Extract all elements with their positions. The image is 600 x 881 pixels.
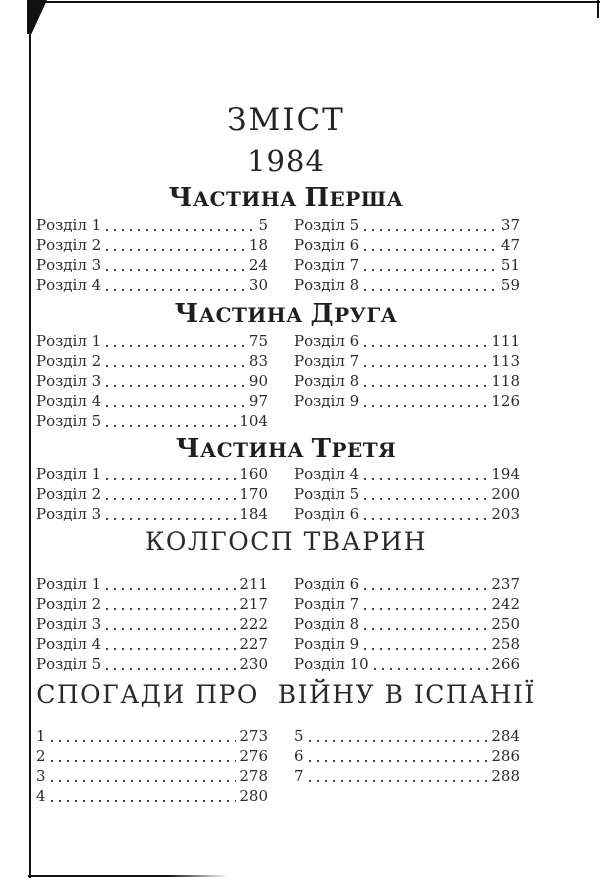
toc-entry-label: 7 xyxy=(294,767,304,785)
toc-column-left xyxy=(36,726,268,806)
toc-column-right xyxy=(294,464,520,524)
toc-entry-page: 237 xyxy=(491,575,520,593)
toc-section xyxy=(36,183,536,295)
toc-entry xyxy=(36,275,268,295)
dot-leader xyxy=(309,746,489,766)
dot-leader xyxy=(106,411,236,431)
toc-entry xyxy=(36,215,268,235)
toc-entry-page: 222 xyxy=(239,615,268,633)
toc-entry-label: Розділ 6 xyxy=(294,575,360,593)
toc-entry-page: 227 xyxy=(239,635,268,653)
toc-entry-page: 276 xyxy=(239,747,268,765)
dot-leader xyxy=(364,371,488,391)
toc-entry-page: 90 xyxy=(248,372,268,390)
dot-leader xyxy=(106,464,236,484)
dot-leader xyxy=(106,351,246,371)
toc-entry-page: 160 xyxy=(239,465,268,483)
toc-column-right xyxy=(294,215,520,295)
toc-entry-label: Розділ 3 xyxy=(36,256,102,274)
scan-artifact-top-edge xyxy=(28,1,600,3)
dot-leader xyxy=(364,574,488,594)
toc-entry-page: 126 xyxy=(491,392,520,410)
toc-entry xyxy=(36,504,268,524)
toc-entry-page: 230 xyxy=(239,655,268,673)
toc-entry-page: 286 xyxy=(491,747,520,765)
toc-section xyxy=(36,299,536,431)
dot-leader xyxy=(364,275,498,295)
toc-entry xyxy=(36,654,268,674)
dot-leader xyxy=(364,594,488,614)
section-heading: ЧАСТИНА ПЕРША xyxy=(168,183,404,213)
dot-leader xyxy=(364,484,488,504)
scan-artifact-right-edge xyxy=(597,0,599,18)
toc-entry-page: 104 xyxy=(239,412,268,430)
toc-entry-label: 1 xyxy=(36,727,46,745)
section-heading: КОЛГОСП ТВАРИН xyxy=(144,527,428,556)
dot-leader xyxy=(364,391,488,411)
toc-entry-page: 211 xyxy=(239,575,268,593)
toc-column-left xyxy=(36,464,268,524)
toc-entry-page: 24 xyxy=(248,256,268,274)
toc-entry-page: 47 xyxy=(500,236,520,254)
toc-entry xyxy=(36,746,268,766)
dot-leader xyxy=(309,766,489,786)
toc-entry-label: Розділ 6 xyxy=(294,236,360,254)
toc-entry-label: Розділ 10 xyxy=(294,655,369,673)
toc-entry xyxy=(36,351,268,371)
table-of-contents xyxy=(36,183,536,806)
toc-entry-page: 194 xyxy=(491,465,520,483)
toc-entry-label: Розділ 2 xyxy=(36,485,102,503)
dot-leader xyxy=(106,634,236,654)
dot-leader xyxy=(106,484,236,504)
toc-entry xyxy=(294,504,520,524)
toc-entry-page: 51 xyxy=(500,256,520,274)
toc-column-right xyxy=(294,726,520,806)
dot-leader xyxy=(364,504,488,524)
dot-leader xyxy=(364,331,488,351)
toc-entry-label: Розділ 4 xyxy=(294,465,360,483)
dot-leader xyxy=(106,331,246,351)
toc-entry-label: Розділ 7 xyxy=(294,256,360,274)
toc-entry-label: 6 xyxy=(294,747,304,765)
toc-entry-label: 2 xyxy=(36,747,46,765)
toc-entry-page: 200 xyxy=(491,485,520,503)
toc-entry xyxy=(36,766,268,786)
toc-entry-label: Розділ 8 xyxy=(294,615,360,633)
toc-entry-page: 75 xyxy=(248,332,268,350)
toc-entry-label: Розділ 7 xyxy=(294,352,360,370)
toc-section xyxy=(36,528,536,674)
toc-column-left xyxy=(36,331,268,431)
dot-leader xyxy=(51,746,237,766)
toc-entry-page: 273 xyxy=(239,727,268,745)
toc-columns xyxy=(36,464,536,524)
dot-leader xyxy=(106,654,236,674)
toc-entry xyxy=(294,614,520,634)
toc-entry xyxy=(294,464,520,484)
toc-entry-page: 288 xyxy=(491,767,520,785)
toc-entry-page: 203 xyxy=(491,505,520,523)
dot-leader xyxy=(51,766,237,786)
toc-entry-label: 5 xyxy=(294,727,304,745)
toc-entry-label: Розділ 4 xyxy=(36,635,102,653)
dot-leader xyxy=(106,391,246,411)
dot-leader xyxy=(364,464,488,484)
toc-entry-page: 83 xyxy=(248,352,268,370)
toc-entry xyxy=(36,726,268,746)
toc-entry-label: Розділ 4 xyxy=(36,392,102,410)
toc-entry xyxy=(36,614,268,634)
toc-entry-page: 266 xyxy=(491,655,520,673)
toc-entry-label: Розділ 3 xyxy=(36,372,102,390)
dot-leader xyxy=(106,614,236,634)
toc-entry-page: 170 xyxy=(239,485,268,503)
toc-entry-page: 37 xyxy=(500,216,520,234)
toc-entry-label: Розділ 2 xyxy=(36,595,102,613)
toc-entry xyxy=(294,634,520,654)
toc-entry-label: Розділ 5 xyxy=(36,655,102,673)
toc-entry-page: 217 xyxy=(239,595,268,613)
page-title: ЗМІСТ xyxy=(227,102,345,138)
section-heading: ЧАСТИНА ТРЕТЯ xyxy=(175,434,397,464)
toc-entry-page: 258 xyxy=(491,635,520,653)
dot-leader xyxy=(309,726,489,746)
toc-columns xyxy=(36,574,536,674)
toc-entry xyxy=(36,391,268,411)
toc-entry-label: Розділ 4 xyxy=(36,276,102,294)
toc-entry xyxy=(36,331,268,351)
toc-entry-label: Розділ 8 xyxy=(294,276,360,294)
scan-artifact-bottom-edge xyxy=(28,875,228,877)
toc-entry-page: 18 xyxy=(248,236,268,254)
toc-entry-page: 113 xyxy=(491,352,520,370)
toc-entry-label: Розділ 8 xyxy=(294,372,360,390)
toc-entry xyxy=(294,574,520,594)
toc-entry-page: 184 xyxy=(239,505,268,523)
toc-content xyxy=(36,103,536,806)
toc-entry xyxy=(36,371,268,391)
toc-entry-label: Розділ 5 xyxy=(294,216,360,234)
toc-column-right xyxy=(294,331,520,431)
toc-entry xyxy=(294,331,520,351)
toc-column-right xyxy=(294,574,520,674)
toc-entry-label: Розділ 1 xyxy=(36,465,102,483)
book-title-1984: 1984 xyxy=(247,144,325,178)
dot-leader xyxy=(364,255,498,275)
toc-entry xyxy=(294,391,520,411)
toc-entry-label: Розділ 7 xyxy=(294,595,360,613)
toc-entry xyxy=(294,594,520,614)
toc-entry-label: Розділ 9 xyxy=(294,635,360,653)
toc-entry-label: Розділ 1 xyxy=(36,332,102,350)
toc-entry-page: 111 xyxy=(491,332,520,350)
toc-entry-page: 242 xyxy=(491,595,520,613)
section-heading: СПОГАДИ ПРО ВІЙНУ В ІСПАНІЇ xyxy=(36,680,536,709)
toc-entry-page: 278 xyxy=(239,767,268,785)
toc-entry-page: 97 xyxy=(248,392,268,410)
dot-leader xyxy=(106,275,246,295)
dot-leader xyxy=(364,614,488,634)
toc-entry-page: 280 xyxy=(239,787,268,805)
toc-entry xyxy=(294,371,520,391)
toc-entry-label: 3 xyxy=(36,767,46,785)
toc-entry xyxy=(36,634,268,654)
toc-entry-label: Розділ 1 xyxy=(36,575,102,593)
toc-entry-page: 5 xyxy=(258,216,268,234)
toc-entry xyxy=(36,786,268,806)
dot-leader xyxy=(364,634,488,654)
toc-entry xyxy=(294,654,520,674)
scan-artifact-left-edge xyxy=(29,0,31,878)
toc-entry xyxy=(294,215,520,235)
toc-entry xyxy=(294,351,520,371)
toc-entry-label: Розділ 5 xyxy=(294,485,360,503)
dot-leader xyxy=(106,235,246,255)
toc-entry xyxy=(36,255,268,275)
dot-leader xyxy=(106,215,255,235)
dot-leader xyxy=(374,654,489,674)
toc-entry xyxy=(294,746,520,766)
dot-leader xyxy=(364,235,498,255)
toc-entry xyxy=(36,484,268,504)
toc-entry-label: Розділ 3 xyxy=(36,505,102,523)
toc-entry-page: 118 xyxy=(491,372,520,390)
toc-entry-label: 4 xyxy=(36,787,46,805)
toc-entry xyxy=(36,574,268,594)
dot-leader xyxy=(106,574,236,594)
dot-leader xyxy=(51,786,237,806)
toc-entry xyxy=(294,235,520,255)
toc-entry-label: Розділ 6 xyxy=(294,332,360,350)
toc-entry-label: Розділ 1 xyxy=(36,216,102,234)
dot-leader xyxy=(51,726,237,746)
toc-columns xyxy=(36,331,536,431)
section-heading: ЧАСТИНА ДРУГА xyxy=(174,299,398,329)
toc-column-left xyxy=(36,574,268,674)
toc-entry-page: 250 xyxy=(491,615,520,633)
toc-entry-label: Розділ 2 xyxy=(36,236,102,254)
dot-leader xyxy=(106,255,246,275)
toc-section xyxy=(36,681,536,806)
dot-leader xyxy=(106,594,236,614)
toc-column-left xyxy=(36,215,268,295)
toc-section xyxy=(36,434,536,524)
toc-entry-label: Розділ 5 xyxy=(36,412,102,430)
toc-entry-label: Розділ 9 xyxy=(294,392,360,410)
toc-columns xyxy=(36,726,536,806)
dot-leader xyxy=(364,351,488,371)
toc-entry-label: Розділ 6 xyxy=(294,505,360,523)
toc-entry xyxy=(36,594,268,614)
toc-entry xyxy=(294,255,520,275)
dot-leader xyxy=(106,504,236,524)
scan-artifact-corner-blob xyxy=(27,0,47,34)
toc-entry xyxy=(36,411,268,431)
toc-entry xyxy=(294,726,520,746)
toc-entry-page: 59 xyxy=(500,276,520,294)
dot-leader xyxy=(106,371,246,391)
toc-entry-page: 284 xyxy=(491,727,520,745)
toc-entry-page: 30 xyxy=(248,276,268,294)
toc-entry-label: Розділ 3 xyxy=(36,615,102,633)
toc-columns xyxy=(36,215,536,295)
toc-entry xyxy=(294,766,520,786)
toc-entry-label: Розділ 2 xyxy=(36,352,102,370)
toc-entry xyxy=(294,484,520,504)
toc-entry xyxy=(36,235,268,255)
toc-entry xyxy=(36,464,268,484)
dot-leader xyxy=(364,215,498,235)
toc-entry xyxy=(294,275,520,295)
